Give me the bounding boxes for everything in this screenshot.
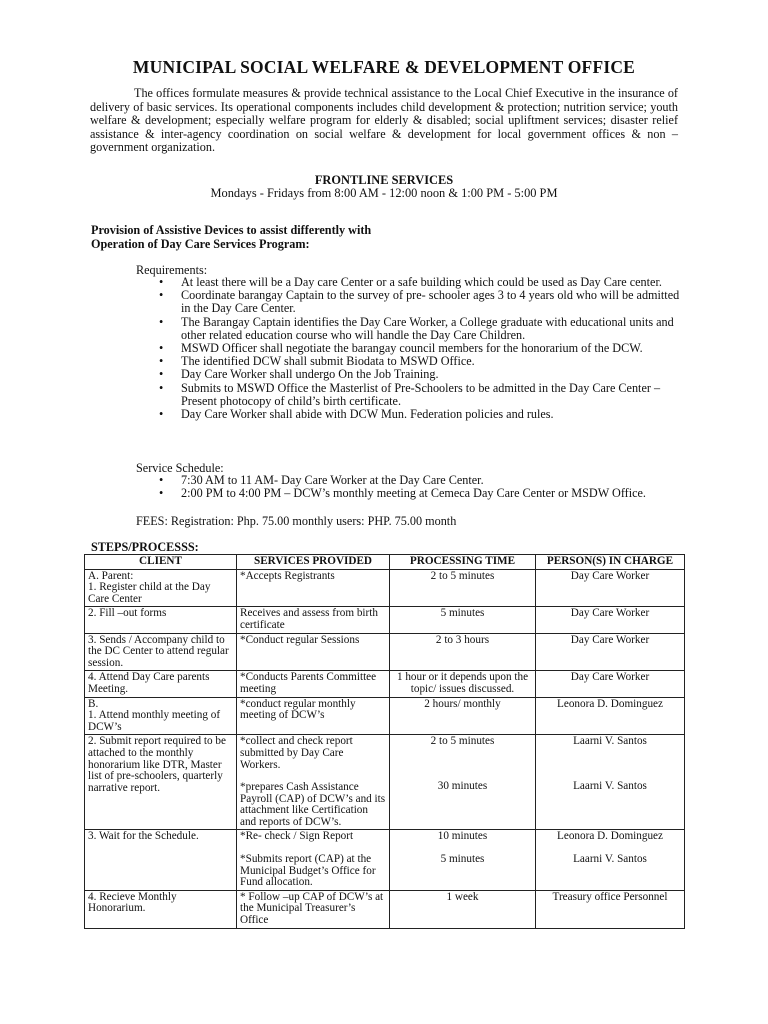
processing-time-cell: 10 minutes 5 minutes [390,830,536,890]
service-cell: *Conduct regular Sessions [237,633,390,671]
table-row [85,671,685,697]
service-cell: *Re- check / Sign Report *Submits report (CAP) at the Municipal Budget’s Office for Fund allocation. [237,830,390,890]
column-header-persons-in-charge: PERSON(S) IN CHARGE [536,555,685,570]
table-row [85,607,685,633]
program-heading [91,224,591,251]
office-hours: Mondays - Fridays from 8:00 AM - 12:00 noon & 1:00 PM - 5:00 PM [210,186,558,200]
requirements-label: Requirements: [136,263,208,277]
person-in-charge-cell: Day Care Worker [536,607,685,633]
frontline-services-heading: FRONTLINE SERVICES [314,173,454,187]
steps-heading: STEPS/PROCESSS: [91,540,199,554]
requirement-item: • Coordinate barangay Captain to the survey of pre- schooler ages 3 to 4 years old who will be admitted in the Day Care Center. [155,289,680,315]
client-cell: B. 1. Attend monthly meeting of DCW’s [85,697,237,735]
requirements-list [155,276,680,421]
service-schedule-list [155,474,680,500]
table-row [85,735,685,830]
column-header-services: SERVICES PROVIDED [237,555,390,570]
column-header-client: CLIENT [85,555,237,570]
table-header-row [85,555,685,570]
client-cell: 4. Recieve Monthly Honorarium. [85,890,237,928]
person-in-charge-cell: Day Care Worker [536,569,685,607]
person-in-charge-cell: Leonora D. Dominguez Laarni V. Santos [536,830,685,890]
processing-time-cell: 1 week [390,890,536,928]
service-cell: *Accepts Registrants [237,569,390,607]
processing-time-cell: 2 to 5 minutes [390,569,536,607]
person-in-charge-cell: Day Care Worker [536,633,685,671]
person-in-charge-cell: Day Care Worker [536,671,685,697]
table-row [85,697,685,735]
program-heading-line-2: Operation of Day Care Services Program: [91,236,310,251]
processing-time-cell: 2 to 3 hours [390,633,536,671]
table-row [85,890,685,928]
table-row [85,633,685,671]
processing-time-cell: 1 hour or it depends upon the topic/ issues discussed. [390,671,536,697]
requirement-item: • Day Care Worker shall abide with DCW Mun. Federation policies and rules. [155,408,680,421]
requirement-item: • Submits to MSWD Office the Masterlist of Pre-Schoolers to be admitted in the Day Care Center – Present photocopy of child’s birth certificate. [155,382,680,408]
service-schedule-label: Service Schedule: [136,461,224,475]
fees-line: FEES: Registration: Php. 75.00 monthly users: PHP. 75.00 month [136,514,457,528]
program-heading-line-1: Provision of Assistive Devices to assist differently with [91,223,372,237]
person-in-charge-cell: Laarni V. Santos Laarni V. Santos [536,735,685,830]
table-row [85,830,685,890]
schedule-item: • 7:30 AM to 11 AM- Day Care Worker at the Day Care Center. [155,474,680,487]
service-cell: *collect and check report submitted by Day Care Workers. *prepares Cash Assistance Payroll (CAP) of DCW’s and its attachment like Certification and reports of DCW’s. [237,735,390,830]
intro-paragraph: The offices formulate measures & provide technical assistance to the Local Chief Executive in the insurance of delivery of basic services. Its operational components includes child development & protection; nutrition service; youth welfare & development; especially welfare program for elderly & disabled; social upliftment services; disaster relief assistance & inter-agency coordination on social welfare & development for local government offices & non –government organization. [90,86,678,155]
requirement-item: • Day Care Worker shall undergo On the Job Training. [155,368,680,381]
requirement-item: • At least there will be a Day care Center or a safe building which could be used as Day Care center. [155,276,680,289]
steps-table-body [85,569,685,928]
service-cell: Receives and assess from birth certificate [237,607,390,633]
requirement-item: • The identified DCW shall submit Biodata to MSWD Office. [155,355,680,368]
requirement-item: • The Barangay Captain identifies the Day Care Worker, a College graduate with educational units and other related education course who will handle the Day Care Children. [155,316,680,342]
client-cell: 3. Sends / Accompany child to the DC Center to attend regular session. [85,633,237,671]
person-in-charge-cell: Treasury office Personnel [536,890,685,928]
table-row [85,569,685,607]
client-cell: 2. Fill –out forms [85,607,237,633]
client-cell: 3. Wait for the Schedule. [85,830,237,890]
client-cell: A. Parent: 1. Register child at the Day Care Center [85,569,237,607]
service-cell: *conduct regular monthly meeting of DCW’s [237,697,390,735]
person-in-charge-cell: Leonora D. Dominguez [536,697,685,735]
service-cell: *Conducts Parents Committee meeting [237,671,390,697]
steps-table [84,554,685,929]
client-cell: 4. Attend Day Care parents Meeting. [85,671,237,697]
schedule-item: • 2:00 PM to 4:00 PM – DCW’s monthly meeting at Cemeca Day Care Center or MSDW Office. [155,487,680,500]
document-title: MUNICIPAL SOCIAL WELFARE & DEVELOPMENT OFFICE [132,57,636,77]
client-cell: 2. Submit report required to be attached to the monthly honorarium like DTR, Master list of pre-schoolers, quarterly narrative report. [85,735,237,830]
processing-time-cell: 2 to 5 minutes 30 minutes [390,735,536,830]
processing-time-cell: 5 minutes [390,607,536,633]
processing-time-cell: 2 hours/ monthly [390,697,536,735]
column-header-processing-time: PROCESSING TIME [390,555,536,570]
requirement-item: • MSWD Officer shall negotiate the barangay council members for the honorarium of the DCW. [155,342,680,355]
service-cell: * Follow –up CAP of DCW’s at the Municipal Treasurer’s Office [237,890,390,928]
